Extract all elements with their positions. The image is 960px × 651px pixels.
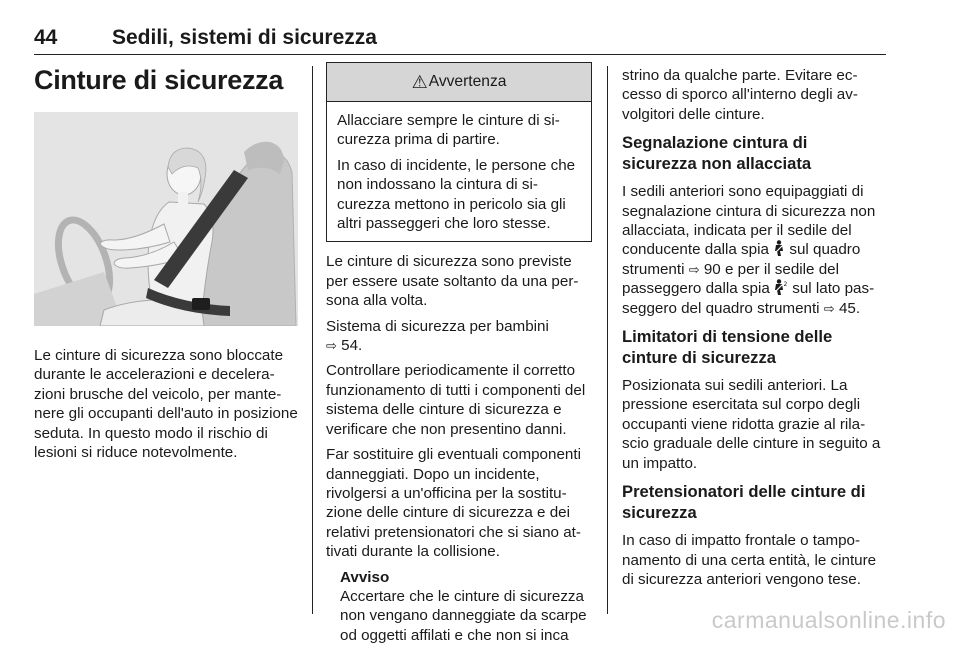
warning-header — [327, 63, 591, 102]
passenger-seatbelt-telltale-icon — [774, 279, 788, 295]
paragraph-text: sul quadro strumenti — [622, 241, 861, 278]
warning-triangle-icon: ⚠ — [411, 71, 428, 92]
column-3 — [622, 66, 886, 595]
column-divider — [312, 66, 313, 614]
note-title: Avviso — [340, 568, 390, 586]
page-header — [34, 24, 886, 55]
page-ref-link[interactable]: 90 — [703, 260, 721, 278]
seatbelt-illustration — [34, 112, 298, 326]
warning-box — [326, 62, 592, 242]
body-paragraph: In caso di impatto frontale o tamponamento di una certa entità, le cinture di sicurezza anteriori vengono tese. — [622, 532, 877, 588]
chapter-title: Sedili, sistemi di sicurezza — [112, 26, 377, 49]
page-ref-link[interactable]: 54. — [341, 337, 363, 355]
body-paragraph: Far sostituire gli eventuali componenti danneggiati. Dopo un incidente, rivolgersi a un'officina per la sostituzione delle cinture di sicurezza e dei relativi pretensionatori che si siano attivati durante la collisione. — [326, 446, 581, 561]
body-paragraph: strino da qualche parte. Evitare eccesso di sporco all'interno degli avvolgitori delle cinture. — [622, 67, 858, 123]
body-paragraph: Le cinture di sicurezza sono previste per essere usate soltanto da una persona alla volta. — [326, 253, 579, 310]
column-1 — [34, 62, 298, 468]
paragraph-text: Sistema di sicurezza per bambini — [326, 317, 549, 335]
body-paragraph — [326, 317, 592, 356]
body-paragraph: Posizionata sui sedili anteriori. La pressione esercitata sul corpo degli occupanti viene ridotta grazie al rilascio graduale delle cinture in seguito a un impatto. — [622, 377, 881, 472]
note-block — [326, 568, 592, 646]
warning-body — [327, 102, 591, 241]
warning-paragraph: In caso di incidente, le persone che non indossano la cintura di sicurezza mettono in pericolo sia gli altri passeggeri che loro stesse. — [337, 156, 576, 233]
subsection-title: Pretensionatori delle cinture di sicurezza — [622, 482, 866, 523]
subsection-title: Limitatori di tensione delle cinture di sicurezza — [622, 327, 833, 368]
note-text: Accertare che le cinture di sicurezza non vengano danneggiate da scarpe od oggetti affilati e che non si inca — [340, 587, 587, 644]
column-divider — [607, 66, 608, 614]
svg-text:2: 2 — [783, 281, 788, 289]
body-paragraph — [622, 182, 886, 318]
page-ref-arrow-icon: ⇨ — [326, 338, 337, 354]
warning-title: Avvertenza — [428, 73, 507, 90]
page-ref-arrow-icon: ⇨ — [688, 261, 700, 277]
seatbelt-telltale-icon — [773, 240, 785, 256]
section-title: Cinture di sicurezza — [34, 65, 284, 95]
watermark: carmanualsonline.info — [711, 607, 946, 633]
subsection-title: Segnalazione cintura di sicurezza non allacciata — [622, 133, 812, 174]
column-2 — [326, 62, 592, 651]
page-ref-arrow-icon: ⇨ — [823, 300, 835, 316]
paragraph-text: sul lato passeggero del quadro strumenti — [622, 280, 875, 317]
paragraph-text: I sedili anteriori sono equipaggiati di segnalazione cintura di sicurezza non allacciata, indicata per il sedile del conducente dalla spia — [622, 183, 876, 259]
body-paragraph: Controllare periodicamente il corretto funzionamento di tutti i componenti del sistema delle cinture di sicurezza e verificare che non presentino danni. — [326, 362, 586, 438]
page-ref-link[interactable]: 45. — [838, 299, 861, 317]
warning-paragraph: Allacciare sempre le cinture di sicurezza prima di partire. — [337, 112, 560, 149]
paragraph-text: e per il sedile del passeggero dalla spia — [622, 260, 839, 298]
body-paragraph: Le cinture di sicurezza sono bloccate durante le accelerazioni e decelerazioni brusche del veicolo, per mantenere gli occupanti dell'auto in posizione seduta. In questo modo il rischio di lesioni si riduce notevolmente. — [34, 347, 298, 462]
page-number: 44 — [34, 26, 58, 49]
